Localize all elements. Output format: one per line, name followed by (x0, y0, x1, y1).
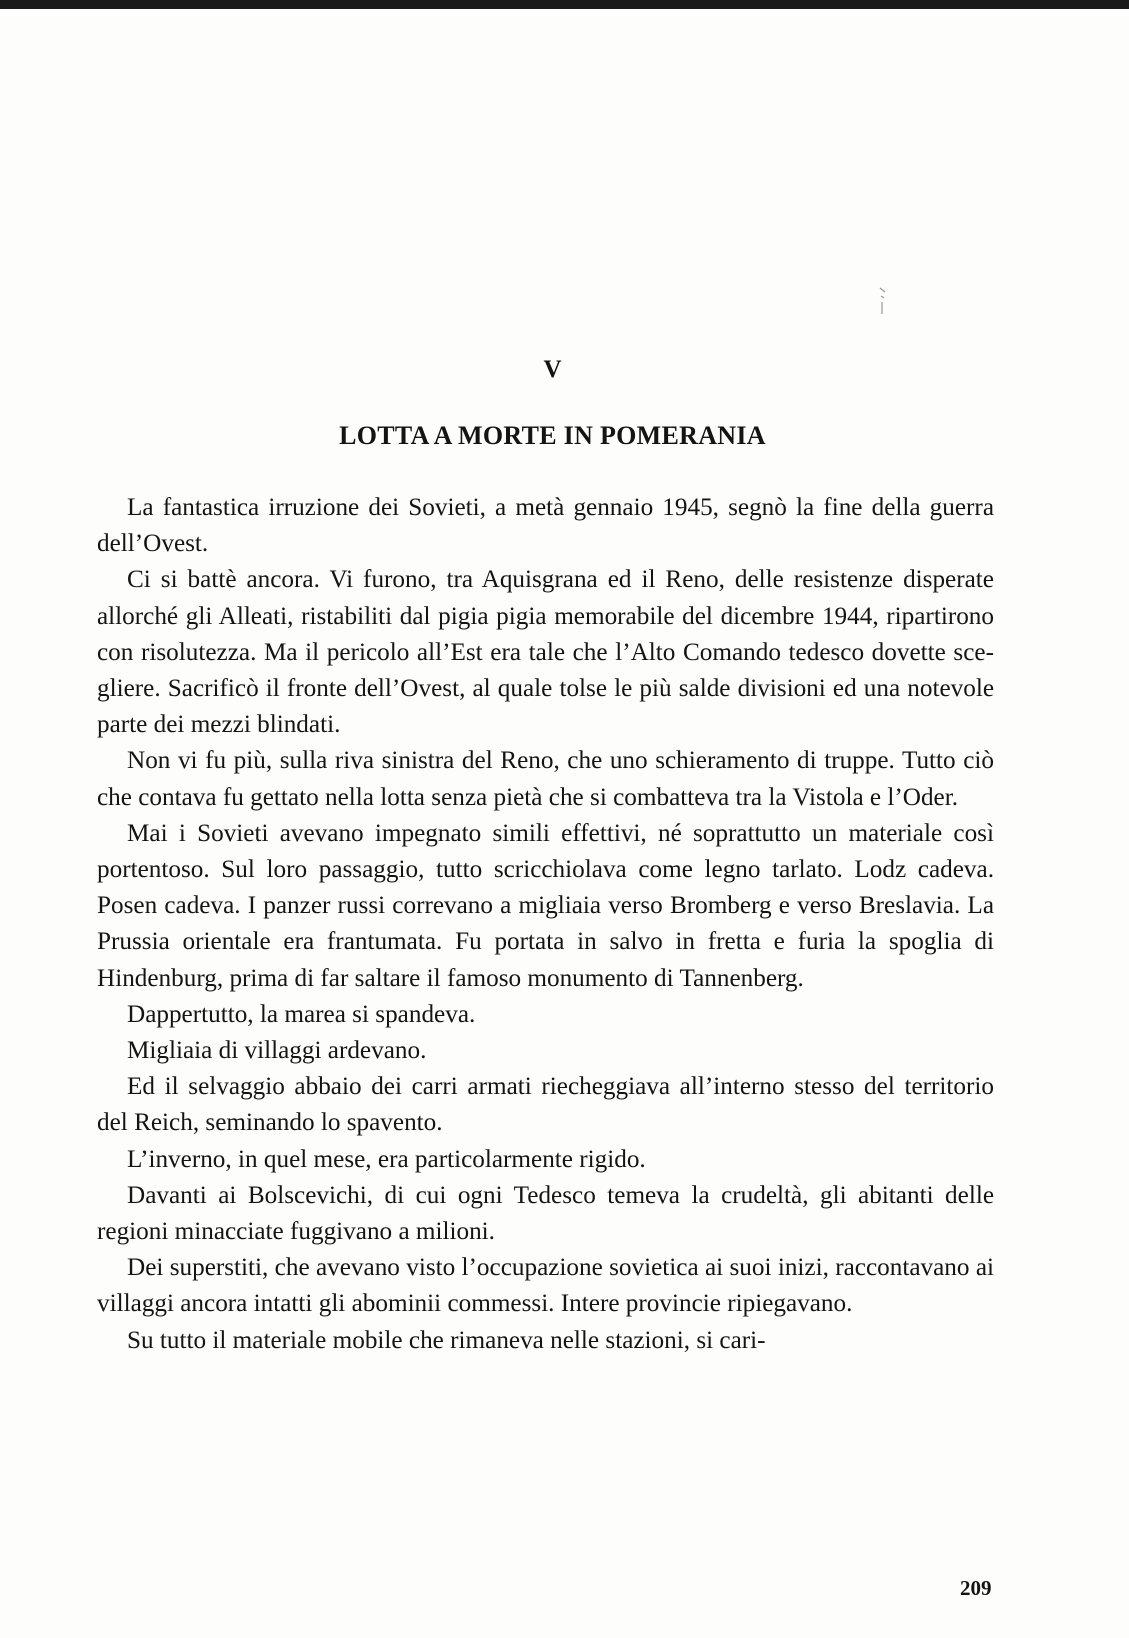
paragraph: Non vi fu più, sulla riva sinistra del Reno, che uno schieramento di truppe. Tutto ciò che contava fu gettato nella lotta senza pietà che si combatteva tra la Vistola e l’Oder. (97, 747, 994, 811)
paragraph: Migliaia di villaggi ardevano. (127, 1037, 427, 1065)
chapter-title: LOTTA A MORTE IN POMERANIA (339, 421, 766, 450)
paragraph: Davanti ai Bolscevichi, di cui ogni Tedesco temeva la crudeltà, gli abitanti delle regioni minacciate fuggivano a milioni. (97, 1181, 994, 1246)
page-number: 209 (960, 1576, 992, 1600)
body-text (97, 490, 994, 1359)
paragraph: Dappertutto, la marea si spandeva. (127, 1000, 476, 1028)
paragraph: L’inverno, in quel mese, era particolarmente rigido. (127, 1145, 646, 1173)
paragraph: Ed il selvaggio abbaio dei carri armati riecheggiava all’interno stesso del territorio del Reich, seminando lo spavento. (97, 1073, 994, 1137)
paragraph: Dei superstiti, che avevano visto l’occupazione sovietica ai suoi inizi, raccontavano ai villaggi ancora intatti gli abominii commessi. Intere provincie ripiegavano. (97, 1254, 994, 1318)
paragraph: Mai i Sovieti avevano impegnato simili effettivi, né soprattutto un materiale così portentoso. Sul loro passaggio, tutto scricchiolava come legno tarlato. Lodz cadeva. Posen cadeva. I panzer russi correvano a migliaia verso Bromberg e verso Breslavia. La Prussia orientale era frantumata. Fu portata in salvo in fretta e furia la spoglia di Hindenburg, prima di far saltare il famoso monumento di Tannenberg. (97, 819, 994, 992)
paragraph: Ci si battè ancora. Vi furono, tra Aquisgrana ed il Reno, delle resistenze disperate allorché gli Alleati, ristabiliti dal pigia pigia memorabile del dicembre 1944, ripartirono con risolutezza. Ma il pericolo all’Est era tale che l’Alto Comando tedesco dovette scegliere. Sacrificò il fronte dell’Ovest, al quale tolse le più salde divisioni ed una notevole parte dei mezzi blindati. (97, 566, 994, 739)
paragraph: La fantastica irruzione dei Sovieti, a metà gennaio 1945, segnò la fine della guerra dell’Ovest. (97, 494, 994, 558)
top-border-rule (0, 0, 1129, 9)
chapter-number: V (543, 356, 562, 383)
stray-ink-mark (877, 286, 887, 316)
paragraph: Su tutto il materiale mobile che rimaneva nelle stazioni, si cari- (127, 1326, 766, 1354)
